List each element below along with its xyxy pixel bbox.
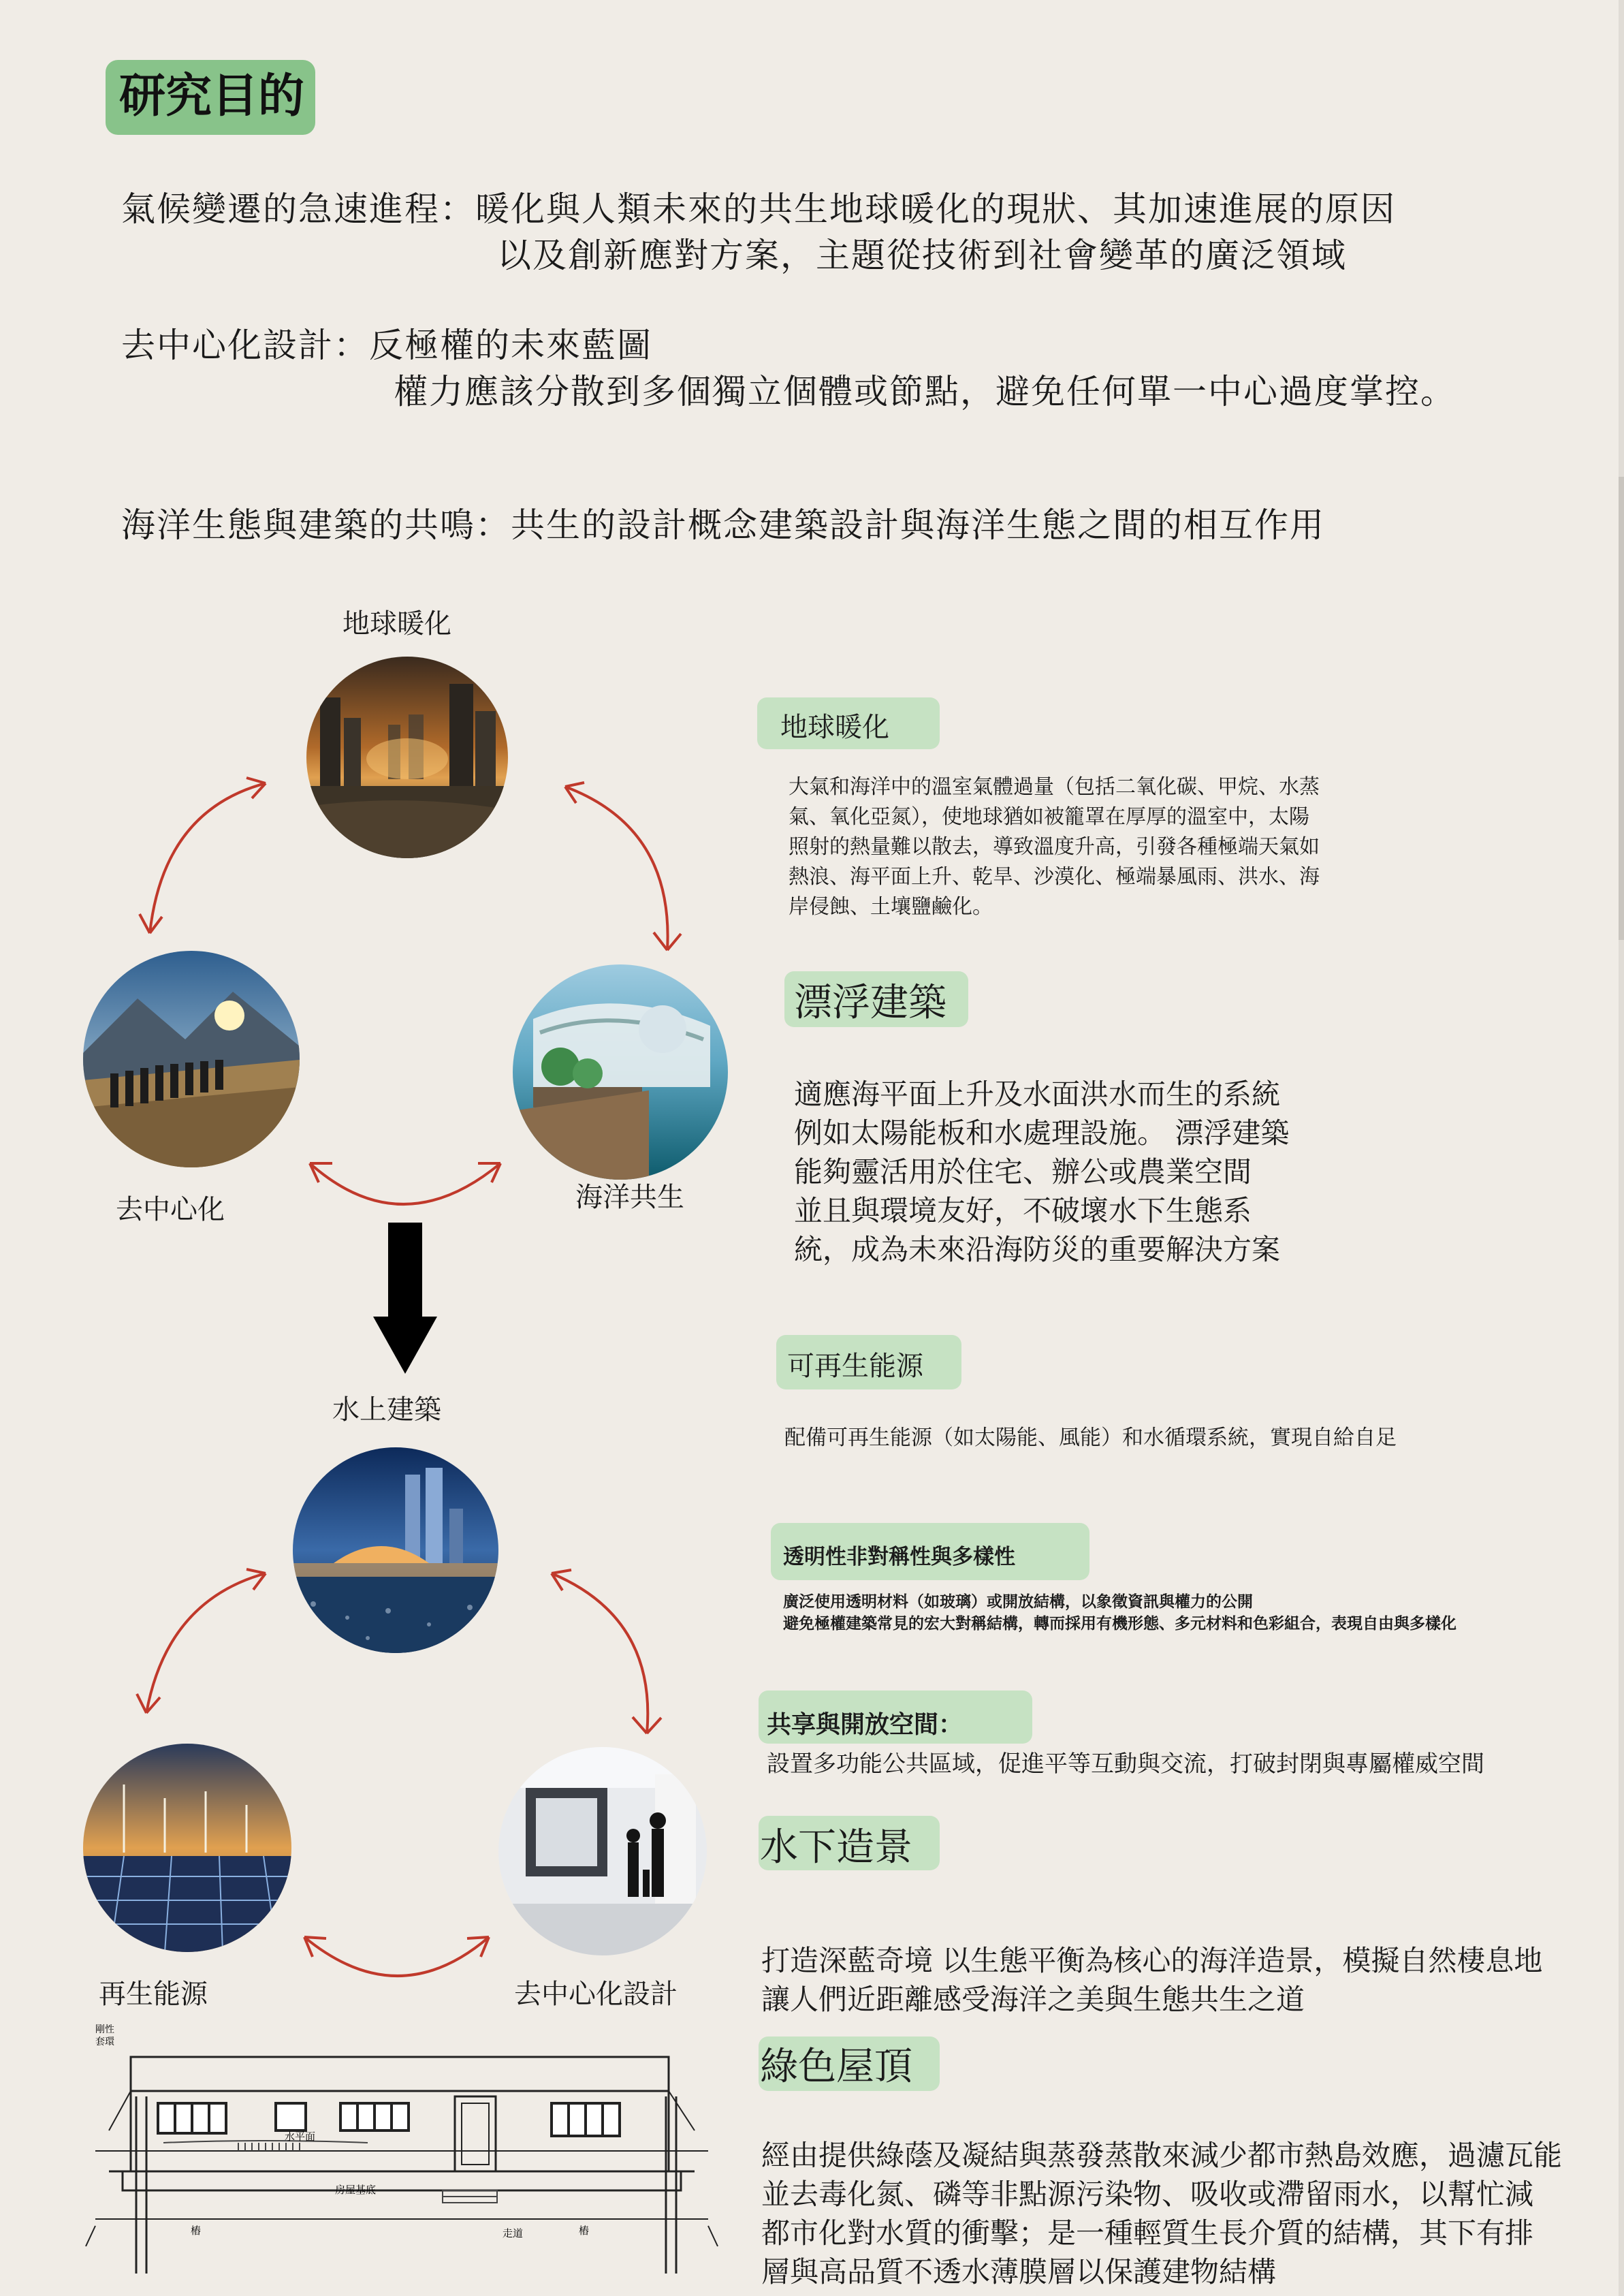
- arrow-water-to-renewable: [126, 1560, 289, 1723]
- floating-heading: 漂浮建築: [794, 981, 946, 1025]
- scrollbar-track[interactable]: [1619, 0, 1624, 2296]
- shared-heading: 共享與開放空間：: [767, 1711, 964, 1739]
- cycle2-left-label: 再生能源: [99, 1979, 208, 2010]
- cycle1-top-label: 地球暖化: [343, 608, 451, 640]
- underwater-heading: 水下造景: [760, 1825, 912, 1870]
- warming-text: 大氣和海洋中的溫室氣體過量（包括二氧化碳、甲烷、水蒸 氣、氧化亞氮），使地球猶如被籠罩在厚厚的溫室中，太陽 照射的熱量難以散去，導致溫度升高，引發各種極端天氣如 熱浪、海平面上升、乾旱、沙漠化、極端暴風雨、洪水、海 岸侵蝕、土壤鹽鹼化。: [789, 775, 1320, 919]
- label-walkway: 走道: [503, 2227, 524, 2239]
- shared-text: 設置多功能公共區域，促進平等互動與交流，打破封閉與專屬權威空間: [767, 1750, 1484, 1778]
- page-title: 研究目的: [119, 69, 305, 123]
- renewable-heading: 可再生能源: [787, 1351, 923, 1382]
- floating-text: 適應海平面上升及水面洪水而生的系統 例如太陽能板和水處理設施。 漂浮建築 能夠靈活用於住宅、辦公或農業空間 並且與環境友好，不破壞水下生態系 統，成為未來沿海防災的重要解決方案: [794, 1078, 1290, 1266]
- cycle1-right-label: 海洋共生: [575, 1182, 684, 1213]
- arrow-warming-to-decentral: [123, 770, 286, 947]
- cycle2-top-label: 水上建築: [332, 1394, 441, 1426]
- ocean-symbiosis-image: [513, 964, 728, 1180]
- floating-house-elevation-drawing: [82, 2022, 722, 2280]
- arrow-renewable-to-design: [296, 1919, 497, 1994]
- roof-heading: 綠色屋頂: [760, 2045, 912, 2089]
- renewable-energy-image: [83, 1744, 291, 1952]
- intro-p1-line1: 氣候變遷的急速進程：暖化與人類未來的共生地球暖化的現狀、其加速進展的原因: [121, 189, 1396, 229]
- underwater-text: 打造深藍奇境 以生態平衡為核心的海洋造景，模擬自然棲息地 讓人們近距離感受海洋之美與生態共生之道: [761, 1944, 1543, 2016]
- decentralized-design-image: [498, 1747, 707, 1955]
- warming-image: [306, 657, 508, 858]
- label-rigid2: 套環: [95, 2036, 114, 2047]
- arrow-warming-to-ocean: [552, 773, 701, 964]
- decentralization-image: [83, 951, 300, 1167]
- intro-p2-line2: 權力應該分散到多個獨立個體或節點，避免任何單一中心過度掌控。: [394, 372, 1456, 411]
- transparency-text: 廣泛使用透明材料（如玻璃）或開放結構，以象徵資訊與權力的公開 避免極權建築常見的宏大對稱結構，轉而採用有機形態、多元材料和色彩組合，表現自由與多樣化: [783, 1593, 1456, 1633]
- label-waterline: 水平面: [285, 2130, 316, 2143]
- arrow-water-to-design: [541, 1563, 678, 1744]
- cycle1-left-label: 去中心化: [116, 1194, 225, 1225]
- water-building-image: [293, 1447, 498, 1653]
- intro-p2-line1: 去中心化設計：反極權的未來藍圖: [121, 326, 652, 365]
- renewable-text: 配備可再生能源（如太陽能、風能）和水循環系統，實現自給自足: [784, 1426, 1397, 1450]
- roof-text: 經由提供綠蔭及凝結與蒸發蒸散來減少都市熱島效應，過濾瓦能 並去毒化氮、磷等非點源污染物、吸收或滯留雨水，以幫忙減 都市化對水質的衝擊；是一種輕質生長介質的結構，其下有排 層與高品質不透水薄膜層以保護建物結構: [761, 2139, 1563, 2289]
- label-pile-left: 樁: [191, 2224, 202, 2237]
- intro-p1-line2: 以及創新應對方案，主題從技術到社會變革的廣泛領域: [497, 236, 1347, 275]
- warming-heading: 地球暖化: [780, 712, 889, 743]
- intro-p3-line1: 海洋生態與建築的共鳴：共生的設計概念建築設計與海洋生態之間的相互作用: [121, 505, 1325, 545]
- arrow-decentral-to-ocean: [300, 1143, 511, 1218]
- label-base: 房屋基底: [335, 2184, 377, 2196]
- down-arrow-icon: [373, 1223, 437, 1374]
- scrollbar-thumb[interactable]: [1619, 477, 1624, 940]
- cycle2-right-label: 去中心化設計: [514, 1979, 678, 2010]
- label-rigid: 剛性: [95, 2024, 114, 2035]
- label-pile-right: 樁: [579, 2224, 590, 2237]
- transparency-heading: 透明性非對稱性與多樣性: [783, 1545, 1015, 1569]
